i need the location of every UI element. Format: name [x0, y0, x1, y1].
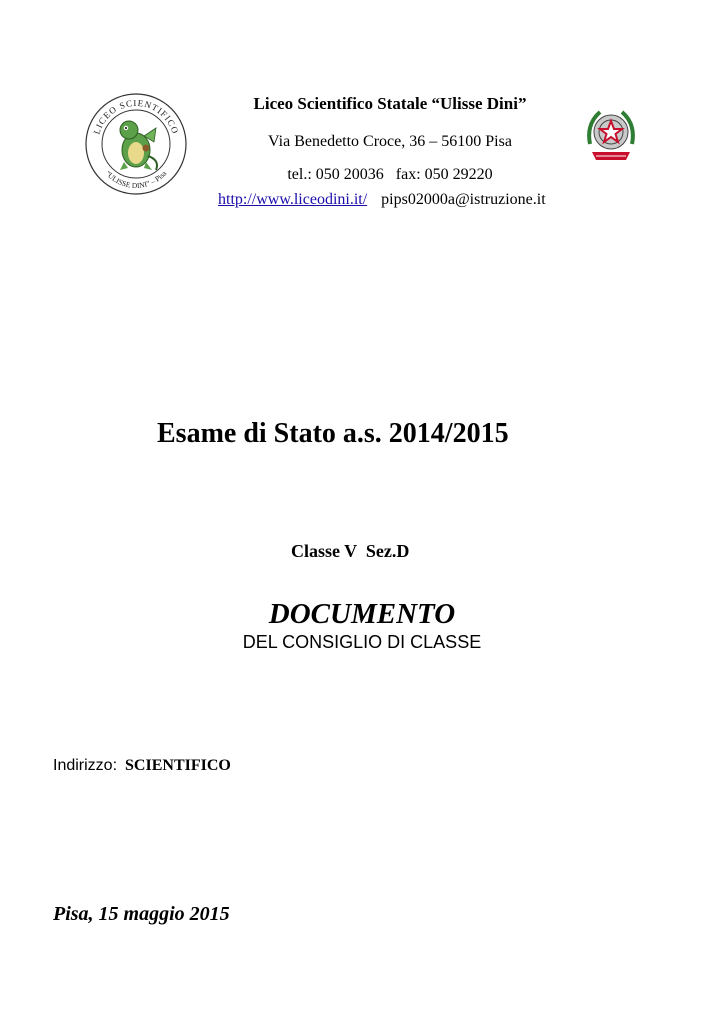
indirizzo-line — [53, 757, 231, 775]
indirizzo-label: Indirizzo: — [53, 757, 118, 774]
website-link[interactable]: http://www.liceodini.it/ — [218, 191, 368, 208]
document-subtitle: DEL CONSIGLIO DI CLASSE — [242, 632, 482, 652]
school-name: Liceo Scientifico Statale “Ulisse Dini” — [253, 94, 527, 113]
logo-text-top: LICEO SCIENTIFICO — [91, 97, 181, 136]
indirizzo-value: SCIENTIFICO — [125, 757, 231, 774]
logo-text-bottom: “ULISSE DINI” – Pisa — [103, 168, 169, 191]
email-address: pips02000a@istruzione.it — [381, 191, 546, 208]
exam-title: Esame di Stato a.s. 2014/2015 — [157, 418, 509, 449]
class-section: Classe V Sez.D — [291, 541, 410, 561]
school-phone-fax: tel.: 050 20036 fax: 050 29220 — [287, 166, 493, 183]
place-date: Pisa, 15 maggio 2015 — [53, 903, 230, 925]
document-title: DOCUMENTO — [268, 598, 456, 630]
school-address: Via Benedetto Croce, 36 – 56100 Pisa — [268, 133, 512, 150]
contact-line — [218, 191, 546, 209]
